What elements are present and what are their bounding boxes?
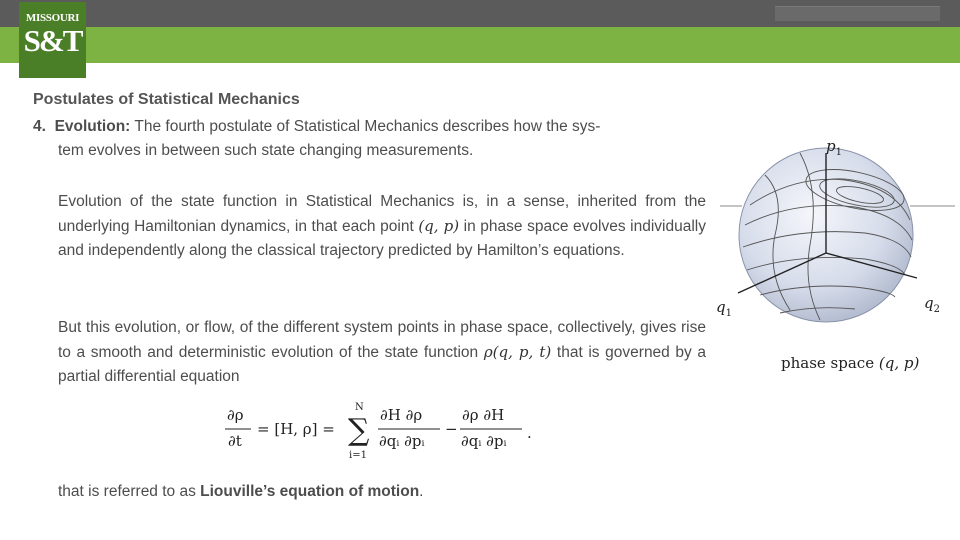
evolution-math: (q, p) [418, 217, 460, 235]
eq-sum-top: N [355, 402, 364, 413]
eq-minus: − [445, 420, 458, 438]
flow-paragraph [58, 316, 706, 389]
eq-lhs-numerator: ∂ρ [227, 406, 244, 424]
slide-title: Postulates of Statistical Mechanics [33, 91, 300, 108]
phase-space-figure [705, 135, 960, 385]
caption-math: (q, p) [878, 354, 920, 372]
figure-caption [781, 354, 919, 372]
eq-term2-numerator: ∂ρ ∂H [462, 406, 505, 424]
evolution-text-a: Evolution of the state function in Statistical Mechanics is, in a sense, inherited from the underlying Hamiltonian dynamics, in that each point [58, 193, 706, 235]
eq-sum-bottom: i=1 [349, 450, 367, 461]
flow-math: ρ(q, p, t) [483, 343, 552, 361]
q2-label: $q_2$ [924, 294, 940, 315]
liouville-term: Liouville’s equation of motion [200, 483, 420, 500]
evolution-text-b: in phase space evolves individually and independently along the classical trajectory predicted by Hamilton’s equations. [58, 218, 706, 259]
q1-label: $q_1$ [716, 298, 732, 319]
caption-text: phase space [781, 354, 875, 372]
postulate-text-line1: The fourth postulate of Statistical Mechanics describes how the sys- [134, 118, 601, 135]
eq-term2-denominator: ∂qᵢ ∂pᵢ [461, 432, 507, 450]
end-text-a: that is referred to as [58, 483, 196, 500]
eq-lhs-denominator: ∂t [228, 432, 242, 450]
eq-term1-numerator: ∂H ∂ρ [380, 406, 423, 424]
postulate-name: Evolution: [54, 118, 131, 135]
postulate-text-line2: tem evolves in between such state changing measurements. [58, 142, 474, 159]
flow-text-b: that is governed by a partial differential equation [58, 344, 707, 385]
liouville-equation [225, 398, 545, 464]
eq-sum-sign: ∑ [348, 413, 370, 448]
evolution-paragraph [58, 190, 706, 263]
postulate-paragraph [33, 115, 706, 163]
logo-main-text: S&T [23, 23, 82, 58]
top-bar [0, 0, 960, 27]
flow-text-a: But this evolution, or flow, of the different system points in phase space, collectively, gives rise to a smooth and deterministic evolution of the state function [58, 319, 706, 361]
eq-term1-denominator: ∂qᵢ ∂pᵢ [379, 432, 425, 450]
eq-dot: . [527, 424, 532, 442]
conclusion-paragraph [58, 480, 706, 504]
top-bar-inset [775, 6, 940, 21]
university-logo [19, 2, 86, 78]
p1-label: $p_1$ [826, 137, 842, 158]
green-banner [0, 27, 960, 63]
logo-top-text: MISSOURI [25, 12, 80, 24]
postulate-number: 4. [33, 118, 46, 135]
end-text-c: . [419, 483, 424, 500]
eq-bracket: = [H, ρ] = [257, 420, 335, 438]
